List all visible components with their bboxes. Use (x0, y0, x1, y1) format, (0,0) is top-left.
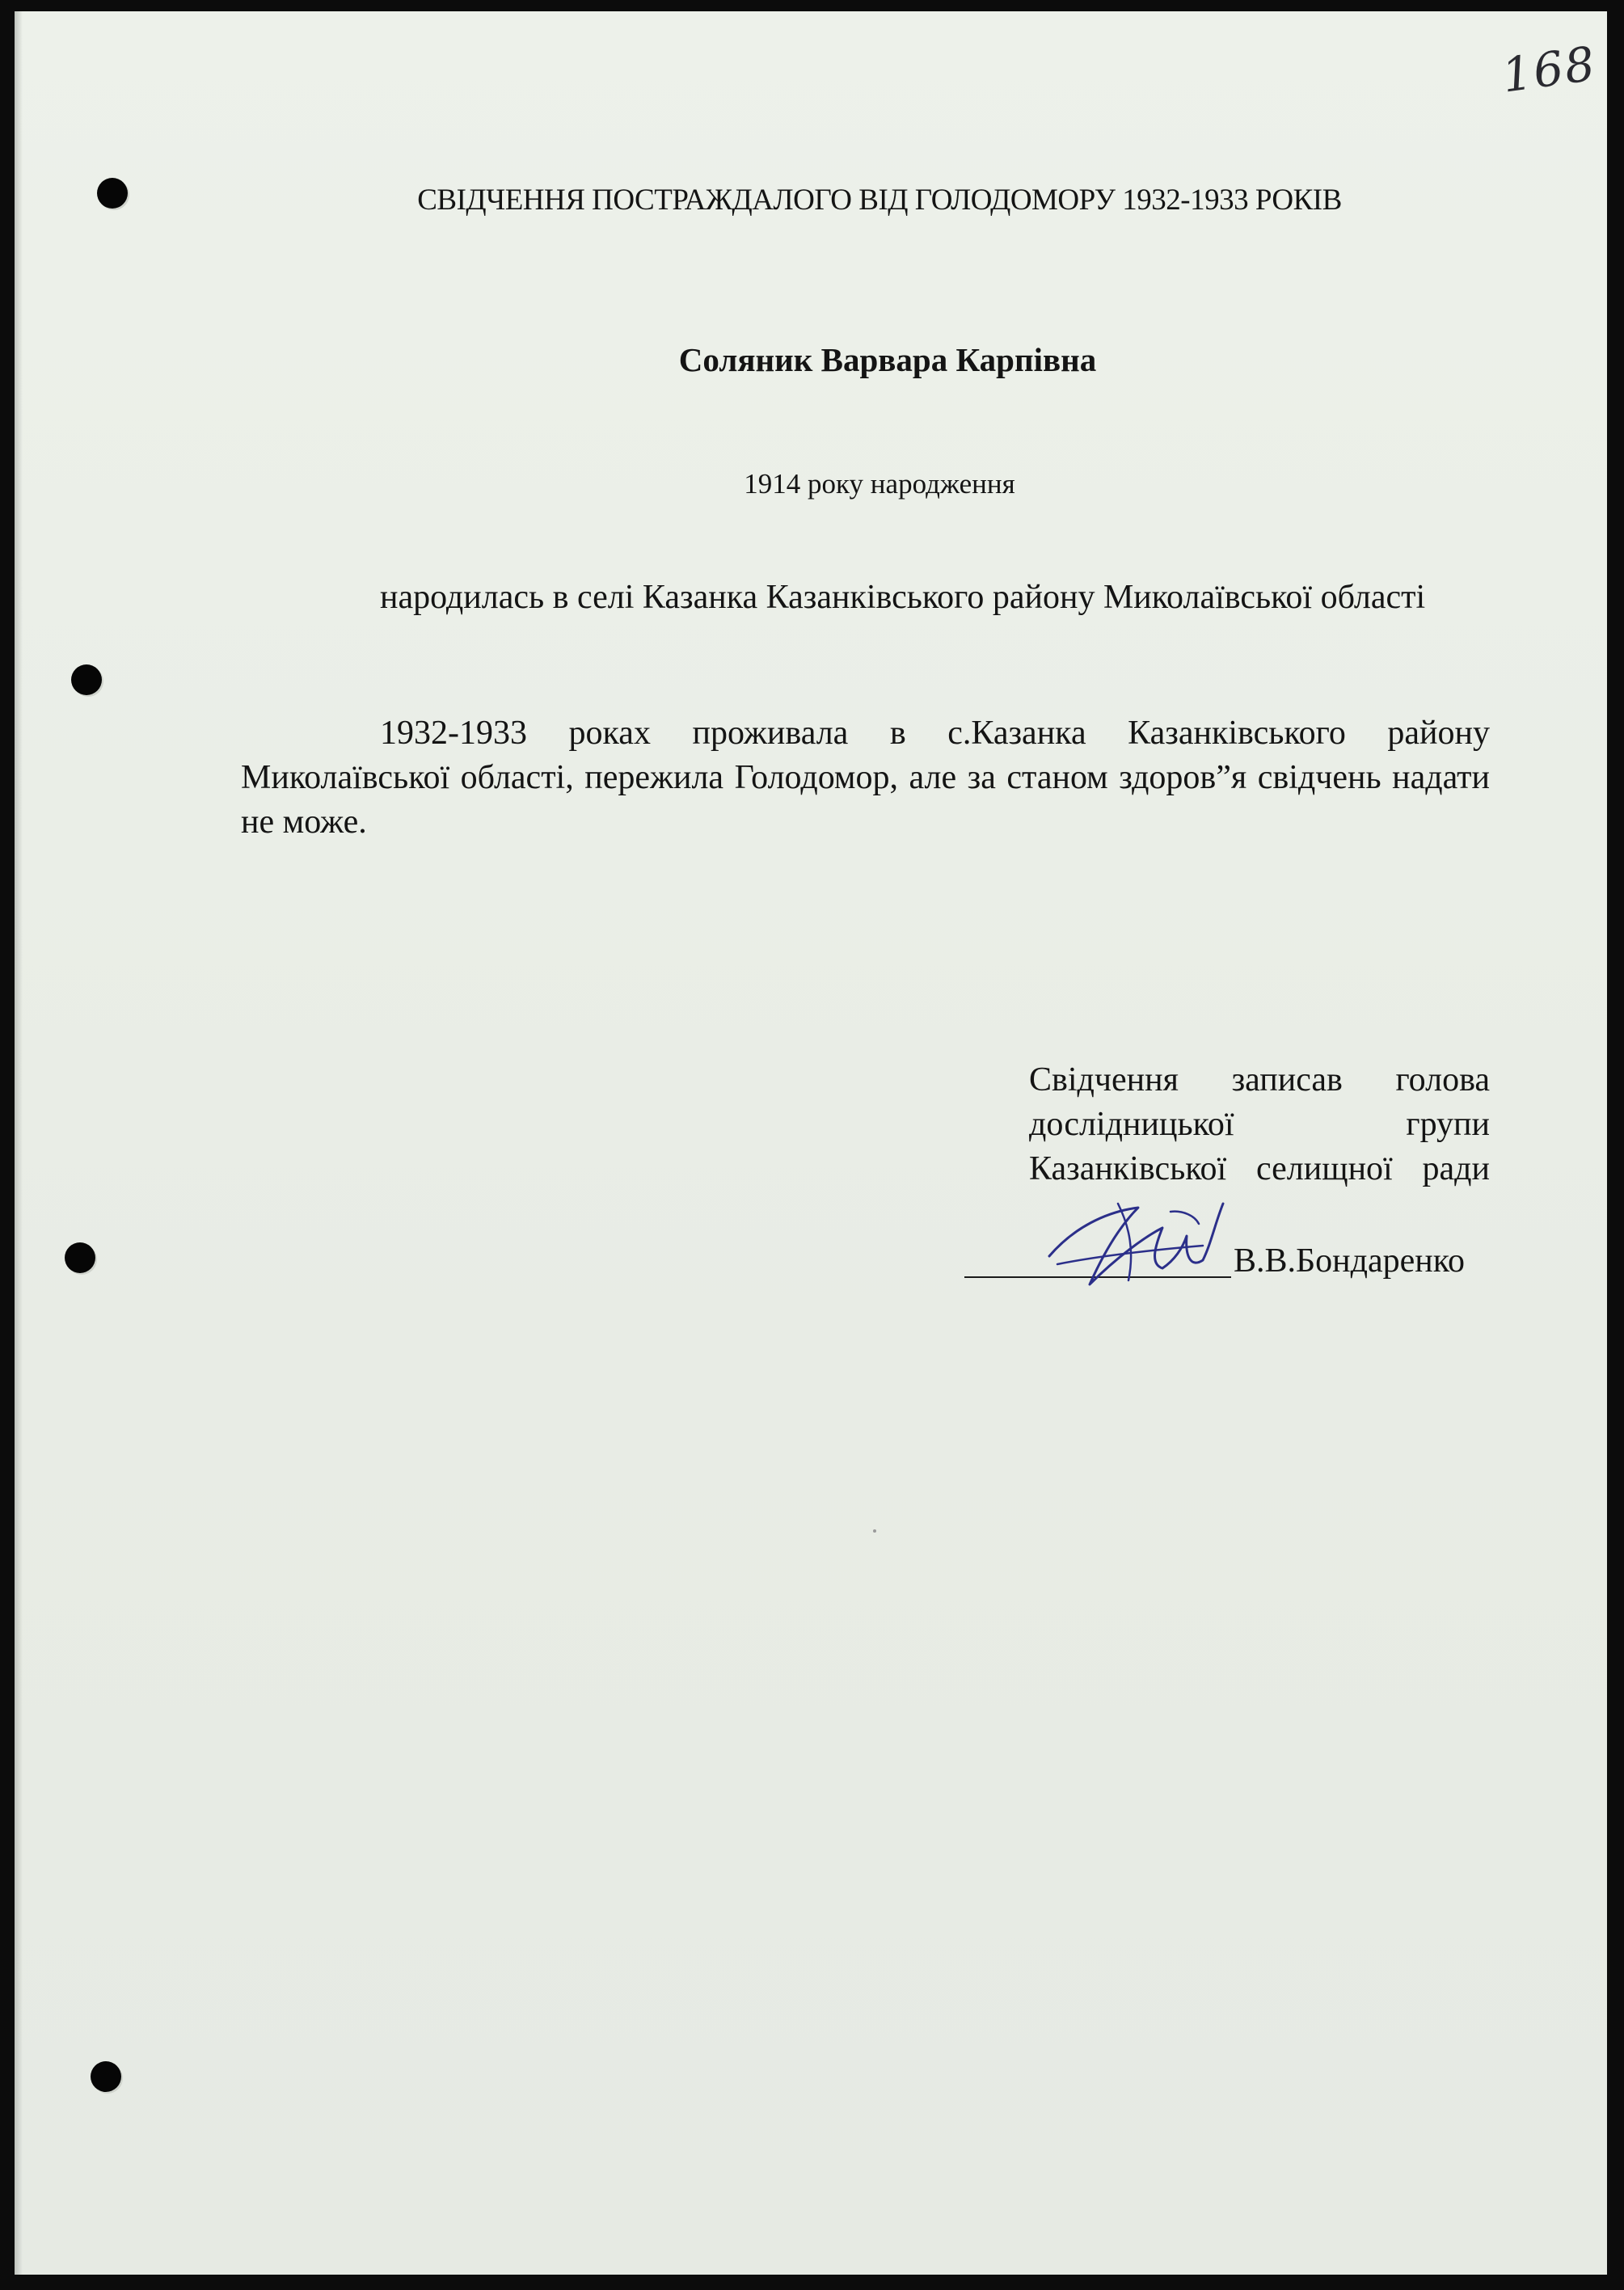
birth-year-line: 1914 року народження (744, 468, 1015, 500)
testimony-text: 1932-1933 роках проживала в с.Казанка Казанківського району Миколаївської області, пережила Голодомор, але за станом здоров”я свідчень надати не може. (241, 715, 1490, 841)
handwritten-signature (1041, 1179, 1235, 1301)
document-title: СВІДЧЕННЯ ПОСТРАЖДАЛОГО ВІД ГОЛОДОМОРУ 1932-1933 РОКІВ (417, 183, 1342, 217)
punch-hole-2 (71, 664, 102, 695)
recorder-block (1029, 1058, 1490, 1191)
recorder-line-1: Свідчення записав голова дослідницької групи (1029, 1061, 1490, 1143)
testimony-paragraph (241, 711, 1490, 845)
person-name: Соляник Варвара Карпівна (678, 341, 1097, 378)
punch-hole-4 (91, 2061, 121, 2092)
birthplace-text: народилась в селі Казанка Казанківського району Миколаївської області (380, 579, 1426, 616)
birthplace-paragraph (241, 576, 1490, 620)
signer-name: В.В.Бондаренко (1234, 1242, 1466, 1280)
document-page (15, 11, 1607, 2275)
paper-speck (873, 1529, 876, 1533)
recorder-line-2: Казанківської селищної ради (1029, 1150, 1490, 1187)
folio-number-text: 168 (1498, 36, 1600, 103)
folio-number (1478, 27, 1599, 108)
punch-hole-3 (65, 1242, 95, 1273)
